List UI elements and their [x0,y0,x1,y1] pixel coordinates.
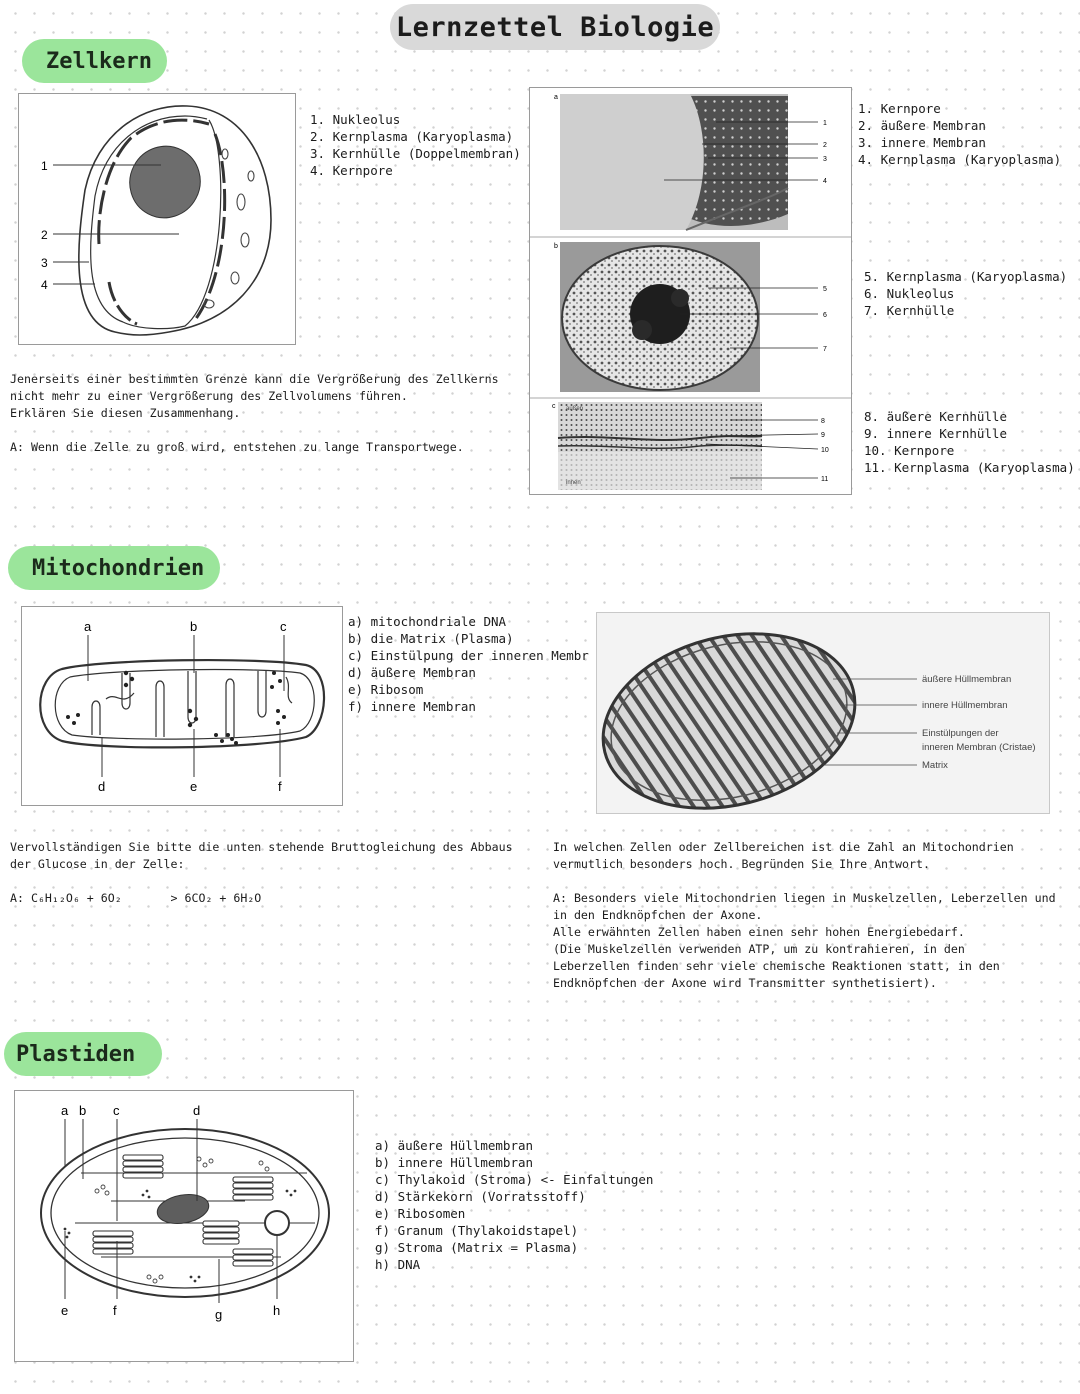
mitochondria-question [553,839,1073,992]
chloroplast-drawing [15,1091,353,1361]
micrograph-drawing [530,88,851,494]
plastiden-heading: Plastiden [4,1032,162,1076]
label-d: d [98,779,106,794]
answer-line: Alle erwähnten Zellen haben einen sehr hohen Energiebedarf. [553,925,965,939]
list-item: 10. Kernpore [864,443,955,458]
label-f: f [278,779,282,794]
micrograph-label-einstuelpungen: Einstülpungen der [922,728,999,739]
zellkern-list-3 [864,268,1067,319]
photo-number-10: 10 [821,447,829,454]
mitochondrien-micrograph [596,612,1050,814]
photo-number-11: 11 [821,476,829,483]
list-item: c) Einstülpung der inneren Membr [348,648,589,663]
plastiden-list [375,1137,653,1273]
zellkern-list-2 [858,100,1061,168]
label-a: a [61,1103,69,1118]
label-4: 4 [41,278,48,292]
plastiden-diagram [14,1090,354,1362]
photo-number-4: 4 [823,178,827,185]
micrograph-label-cristae: inneren Membran (Cristae) [922,742,1036,753]
question-line: der Glucose in der Zelle: [10,857,185,871]
mitochondrien-heading: Mitochondrien [8,546,220,590]
answer-line: in den Endknöpfchen der Axone. [553,908,763,922]
list-item: 3. innere Membran [858,135,986,150]
list-item: f) innere Membran [348,699,476,714]
mitochondrien-diagram [21,606,343,806]
photo-number-5: 5 [823,286,827,293]
list-item: e) Ribosomen [375,1206,466,1221]
list-item: a) mitochondriale DNA [348,614,507,629]
list-item: 3. Kernhülle (Doppelmembran) [310,146,521,161]
list-item: d) Stärkekorn (Vorratsstoff) [375,1189,586,1204]
micrograph-label-aussen: äußere Hüllmembran [922,674,1012,685]
label-d: d [193,1103,201,1118]
list-item: 2. Kernplasma (Karyoplasma) [310,129,514,144]
panel-letter-b: b [554,243,558,250]
mitochondrien-list [348,613,589,715]
list-item: b) die Matrix (Plasma) [348,631,514,646]
list-item: g) Stroma (Matrix = Plasma) [375,1240,579,1255]
zellkern-diagram [18,93,296,345]
list-item: e) Ribosom [348,682,424,697]
panel-letter-c: c [552,403,556,410]
photo-word-innen: innen [566,480,581,486]
answer-line: Endknöpfchen der Axone wird Transmitter synthetisiert). [553,976,937,990]
list-item: 1. Nukleolus [310,112,401,127]
photo-number-8: 8 [821,418,825,425]
photo-number-7: 7 [823,346,827,353]
panel-letter-a: a [554,94,558,101]
glucose-question [10,839,540,907]
list-item: 1. Kernpore [858,101,941,116]
list-item: f) Granum (Thylakoidstapel) [375,1223,579,1238]
label-3: 3 [41,256,48,270]
zellkern-answer: A: Wenn die Zelle zu groß wird, entstehen zu lange Transportwege. [10,440,464,454]
answer-line: A: Besonders viele Mitochondrien liegen in Muskelzellen, Leberzellen und [553,891,1056,905]
zellkern-list-4 [864,408,1075,476]
question-line: Vervollständigen Sie bitte die unten stehende Bruttogleichung des Abbaus [10,840,513,854]
list-item: 8. äußere Kernhülle [864,409,1007,424]
zellkern-question [10,371,525,456]
mitochondrion-drawing [22,607,342,805]
page-title: Lernzettel Biologie [390,4,720,50]
answer-line: (Die Muskelzellen verwenden ATP, um zu kontrahieren, in den [553,942,965,956]
question-line: vermutlich besonders hoch. Begründen Sie Ihre Antwort. [553,857,930,871]
photo-number-2: 2 [823,142,827,149]
list-item: a) äußere Hüllmembran [375,1138,534,1153]
label-b: b [190,619,198,634]
photo-number-9: 9 [821,432,825,439]
label-c: c [280,619,287,634]
zellkern-heading: Zellkern [22,39,167,83]
list-item: 6. Nukleolus [864,286,955,301]
photo-number-6: 6 [823,312,827,319]
nucleus-drawing [19,94,295,344]
label-e: e [190,779,198,794]
list-item: d) äußere Membran [348,665,476,680]
list-item: 9. innere Kernhülle [864,426,1007,441]
glucose-equation: A: C₆H₁₂O₆ + 6O₂ > 6CO₂ + 6H₂O [10,891,262,905]
photo-number-3: 3 [823,156,827,163]
label-2: 2 [41,228,48,242]
list-item: 7. Kernhülle [864,303,955,318]
label-g: g [215,1307,223,1322]
zellkern-micrographs [529,87,852,495]
list-item: 4. Kernplasma (Karyoplasma) [858,152,1062,167]
micrograph-label-innen: innere Hüllmembran [922,700,1008,711]
label-e: e [61,1303,69,1318]
list-item: 5. Kernplasma (Karyoplasma) [864,269,1068,284]
list-item: 4. Kernpore [310,163,393,178]
label-f: f [113,1303,117,1318]
label-c: c [113,1103,120,1118]
label-1: 1 [41,159,48,173]
list-item: 11. Kernplasma (Karyoplasma) [864,460,1075,475]
question-line: nicht mehr zu einer Vergrößerung des Zellvolumens führen. [10,389,408,403]
micrograph-label-matrix: Matrix [922,760,948,771]
photo-word-aussen: außen [566,406,584,412]
label-a: a [84,619,92,634]
photo-number-1: 1 [823,120,827,127]
question-line: Erklären Sie diesen Zusammenhang. [10,406,241,420]
answer-line: Leberzellen finden sehr viele chemische Reaktionen statt, in den [553,959,1000,973]
list-item: h) DNA [375,1257,421,1272]
zellkern-list-1 [310,111,521,179]
list-item: 2. äußere Membran [858,118,986,133]
question-line: In welchen Zellen oder Zellbereichen ist die Zahl an Mitochondrien [553,840,1014,854]
question-line: Jenerseits einer bestimmten Grenze kann die Vergrößerung des Zellkerns [10,372,499,386]
label-h: h [273,1303,281,1318]
label-b: b [79,1103,87,1118]
mitochondrion-micrograph-drawing [597,613,1049,813]
list-item: b) innere Hüllmembran [375,1155,534,1170]
list-item: c) Thylakoid (Stroma) <- Einfaltungen [375,1172,654,1187]
